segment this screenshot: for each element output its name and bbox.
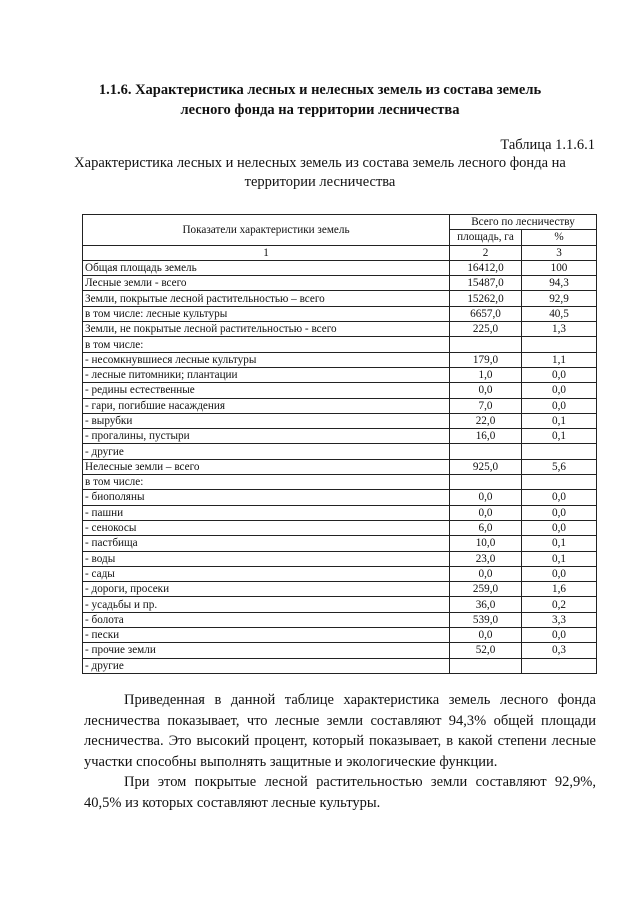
row-name-cell: - дороги, просеки bbox=[83, 582, 450, 597]
row-area-cell: 6657,0 bbox=[450, 306, 522, 321]
row-name-cell: - биополяны bbox=[83, 490, 450, 505]
row-name-cell: в том числе: bbox=[83, 475, 450, 490]
row-area-cell: 16,0 bbox=[450, 429, 522, 444]
table-row bbox=[83, 383, 597, 398]
table-row bbox=[83, 612, 597, 627]
row-name-cell: - несомкнувшиеся лесные культуры bbox=[83, 352, 450, 367]
row-area-cell: 259,0 bbox=[450, 582, 522, 597]
table-row bbox=[83, 475, 597, 490]
row-name-cell: Нелесные земли – всего bbox=[83, 459, 450, 474]
section-heading-line-2: лесного фонда на территории лесничества bbox=[180, 102, 460, 118]
row-pct-cell: 0,3 bbox=[522, 643, 597, 658]
row-pct-cell: 0,1 bbox=[522, 429, 597, 444]
header-total-cell: Всего по лесничеству bbox=[450, 215, 597, 230]
row-name-cell: - сады bbox=[83, 566, 450, 581]
table-row bbox=[83, 551, 597, 566]
row-name-cell: Земли, покрытые лесной растительностью – всего bbox=[83, 291, 450, 306]
row-pct-cell: 0,0 bbox=[522, 367, 597, 382]
table-row bbox=[83, 352, 597, 367]
table-row bbox=[83, 276, 597, 291]
table-caption-line-1: Характеристика лесных и нелесных земель из состава земель лесного фонда на bbox=[74, 155, 566, 171]
row-area-cell: 0,0 bbox=[450, 490, 522, 505]
row-pct-cell: 0,0 bbox=[522, 520, 597, 535]
row-pct-cell bbox=[522, 444, 597, 459]
row-pct-cell: 100 bbox=[522, 260, 597, 275]
row-area-cell: 22,0 bbox=[450, 413, 522, 428]
table-row bbox=[83, 413, 597, 428]
table-row bbox=[83, 260, 597, 275]
table-row bbox=[83, 566, 597, 581]
row-pct-cell bbox=[522, 475, 597, 490]
row-area-cell: 23,0 bbox=[450, 551, 522, 566]
row-name-cell: - пашни bbox=[83, 505, 450, 520]
row-name-cell: - другие bbox=[83, 658, 450, 673]
row-name-cell: - пастбища bbox=[83, 536, 450, 551]
row-name-cell: - другие bbox=[83, 444, 450, 459]
row-name-cell: в том числе: лесные культуры bbox=[83, 306, 450, 321]
row-name-cell: Лесные земли - всего bbox=[83, 276, 450, 291]
table-row bbox=[83, 520, 597, 535]
column-number-1: 1 bbox=[83, 245, 450, 260]
row-pct-cell: 92,9 bbox=[522, 291, 597, 306]
table-row bbox=[83, 429, 597, 444]
row-area-cell: 15262,0 bbox=[450, 291, 522, 306]
row-name-cell: - прогалины, пустыри bbox=[83, 429, 450, 444]
row-pct-cell: 0,0 bbox=[522, 566, 597, 581]
column-number-row bbox=[83, 245, 597, 260]
row-pct-cell: 0,0 bbox=[522, 628, 597, 643]
row-pct-cell: 94,3 bbox=[522, 276, 597, 291]
table-header-row bbox=[83, 215, 597, 230]
table-row bbox=[83, 291, 597, 306]
row-pct-cell: 0,0 bbox=[522, 490, 597, 505]
row-area-cell: 179,0 bbox=[450, 352, 522, 367]
row-pct-cell: 3,3 bbox=[522, 612, 597, 627]
row-area-cell: 0,0 bbox=[450, 383, 522, 398]
row-name-cell: - редины естественные bbox=[83, 383, 450, 398]
row-pct-cell: 1,3 bbox=[522, 322, 597, 337]
table-row bbox=[83, 597, 597, 612]
table-row bbox=[83, 536, 597, 551]
table-row bbox=[83, 643, 597, 658]
row-area-cell: 0,0 bbox=[450, 628, 522, 643]
row-pct-cell: 40,5 bbox=[522, 306, 597, 321]
row-pct-cell: 0,0 bbox=[522, 383, 597, 398]
row-pct-cell: 0,1 bbox=[522, 551, 597, 566]
table-body bbox=[83, 215, 597, 674]
row-name-cell: - вырубки bbox=[83, 413, 450, 428]
paragraph-2: При этом покрытые лесной растительностью земли составляют 92,9%, 40,5% из которых составляют лесные культуры. bbox=[84, 774, 596, 811]
land-characteristics-table bbox=[82, 214, 597, 674]
row-pct-cell: 0,0 bbox=[522, 398, 597, 413]
row-name-cell: - сенокосы bbox=[83, 520, 450, 535]
row-name-cell: - гари, погибшие насаждения bbox=[83, 398, 450, 413]
row-area-cell: 0,0 bbox=[450, 566, 522, 581]
row-area-cell: 0,0 bbox=[450, 505, 522, 520]
row-area-cell: 925,0 bbox=[450, 459, 522, 474]
row-pct-cell: 1,6 bbox=[522, 582, 597, 597]
table-caption-line-2: территории лесничества bbox=[244, 174, 396, 190]
section-heading-line-1: 1.1.6. Характеристика лесных и нелесных земель из состава земель bbox=[98, 82, 542, 98]
table-row bbox=[83, 306, 597, 321]
row-name-cell: - пески bbox=[83, 628, 450, 643]
row-pct-cell: 1,1 bbox=[522, 352, 597, 367]
row-name-cell: - прочие земли bbox=[83, 643, 450, 658]
row-area-cell: 6,0 bbox=[450, 520, 522, 535]
row-pct-cell: 0,1 bbox=[522, 536, 597, 551]
row-name-cell: Общая площадь земель bbox=[83, 260, 450, 275]
row-name-cell: - воды bbox=[83, 551, 450, 566]
row-area-cell: 16412,0 bbox=[450, 260, 522, 275]
table-row bbox=[83, 505, 597, 520]
table-row bbox=[83, 444, 597, 459]
paragraph-1: Приведенная в данной таблице характеристика земель лесного фонда лесничества показывает, что лесные земли составляют 94,3% общей площади лесничества. Это высокий процент, который показывает, в какой степени лесные участки способны выполнять защитные и экологические функции. bbox=[84, 692, 596, 770]
section-heading bbox=[60, 80, 580, 120]
row-pct-cell bbox=[522, 658, 597, 673]
table-row bbox=[83, 490, 597, 505]
header-area-cell: площадь, га bbox=[450, 230, 522, 245]
row-area-cell: 10,0 bbox=[450, 536, 522, 551]
table-row bbox=[83, 658, 597, 673]
table-row bbox=[83, 322, 597, 337]
row-pct-cell: 0,1 bbox=[522, 413, 597, 428]
row-pct-cell: 5,6 bbox=[522, 459, 597, 474]
row-area-cell: 15487,0 bbox=[450, 276, 522, 291]
row-name-cell: - усадьбы и пр. bbox=[83, 597, 450, 612]
table-row bbox=[83, 337, 597, 352]
row-pct-cell bbox=[522, 337, 597, 352]
row-name-cell: - лесные питомники; плантации bbox=[83, 367, 450, 382]
table-number-label: Таблица 1.1.6.1 bbox=[500, 137, 595, 153]
row-name-cell: Земли, не покрытые лесной растительностью - всего bbox=[83, 322, 450, 337]
header-pct-cell: % bbox=[522, 230, 597, 245]
table-row bbox=[83, 459, 597, 474]
table-row bbox=[83, 367, 597, 382]
row-area-cell: 7,0 bbox=[450, 398, 522, 413]
column-number-2: 2 bbox=[450, 245, 522, 260]
row-area-cell: 36,0 bbox=[450, 597, 522, 612]
row-area-cell bbox=[450, 658, 522, 673]
row-area-cell: 539,0 bbox=[450, 612, 522, 627]
table-row bbox=[83, 628, 597, 643]
row-name-cell: в том числе: bbox=[83, 337, 450, 352]
header-indicator-cell: Показатели характеристики земель bbox=[83, 215, 450, 246]
table-row bbox=[83, 582, 597, 597]
row-name-cell: - болота bbox=[83, 612, 450, 627]
row-area-cell bbox=[450, 337, 522, 352]
row-area-cell bbox=[450, 444, 522, 459]
table-row bbox=[83, 398, 597, 413]
row-pct-cell: 0,0 bbox=[522, 505, 597, 520]
row-area-cell bbox=[450, 475, 522, 490]
row-pct-cell: 0,2 bbox=[522, 597, 597, 612]
row-area-cell: 1,0 bbox=[450, 367, 522, 382]
table-caption bbox=[70, 154, 570, 192]
row-area-cell: 225,0 bbox=[450, 322, 522, 337]
column-number-3: 3 bbox=[522, 245, 597, 260]
row-area-cell: 52,0 bbox=[450, 643, 522, 658]
